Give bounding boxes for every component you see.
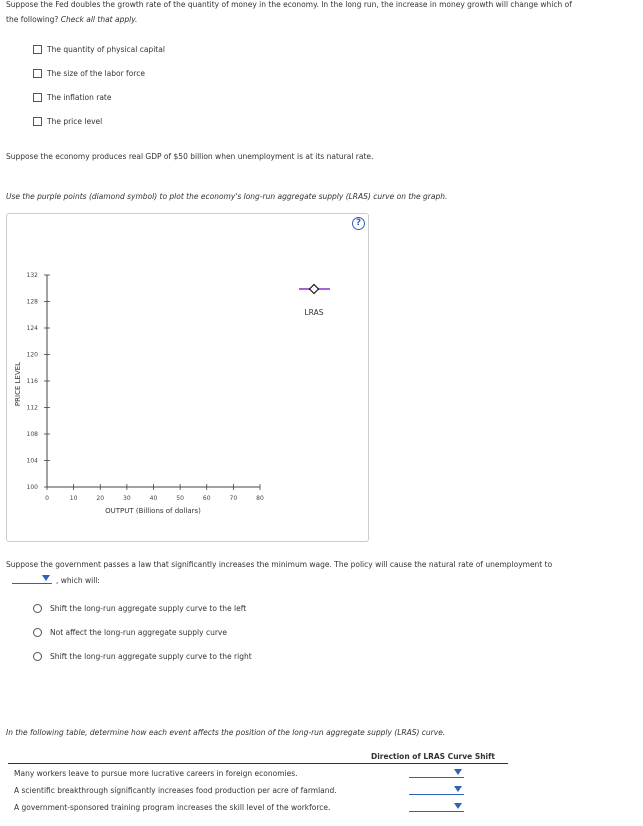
legend-diamond-marker-icon[interactable] (310, 285, 319, 294)
table-instruction: In the following table, determine how each event affects the position of the long-run aggregate supply (LRAS) curve. (6, 728, 446, 737)
x-tick-label: 50 (176, 495, 184, 502)
table-row: A government-sponsored training program increases the skill level of the workforce. (14, 803, 331, 812)
y-tick-label: 120 (26, 351, 38, 359)
q2-option-label: Shift the long-run aggregate supply curve to the right (50, 652, 252, 661)
x-tick-label: 30 (123, 495, 131, 502)
q2-option-label: Shift the long-run aggregate supply curve to the left (50, 604, 247, 613)
q1-option-label: The size of the labor force (47, 69, 145, 78)
chart-ticks (27, 272, 264, 502)
legend-label: LRAS (304, 308, 324, 317)
q2-option-label: Not affect the long-run aggregate supply curve (50, 628, 227, 637)
y-tick-label: 108 (26, 431, 38, 438)
q2-prompt: Suppose the government passes a law that significantly increases the minimum wage. The policy will cause the natural rate of unemployment to (6, 560, 553, 569)
q2-option-3[interactable] (33, 652, 252, 661)
q2-option-2[interactable] (33, 628, 227, 637)
x-tick-label: 60 (202, 495, 211, 502)
table-row-3-dropdown[interactable] (409, 802, 464, 812)
table-header-divider (8, 763, 508, 764)
table-row-1-dropdown[interactable] (409, 768, 464, 778)
q1-line2-italic: Check all that apply. (60, 15, 138, 24)
x-tick-label: 80 (256, 495, 264, 502)
q1-option-label: The quantity of physical capital (47, 45, 165, 54)
radio-button[interactable] (33, 604, 42, 613)
radio-button[interactable] (33, 628, 42, 637)
chevron-down-icon (454, 786, 462, 792)
y-tick-label: 132 (26, 272, 38, 279)
chevron-down-icon (454, 803, 462, 809)
y-tick-label: 112 (26, 404, 38, 412)
q2-option-1[interactable] (33, 604, 246, 613)
x-tick-label: 70 (229, 495, 238, 502)
radio-button[interactable] (33, 652, 42, 661)
q1-line1: Suppose the Fed doubles the growth rate of the quantity of money in the economy. In the long run, the increase in money growth will change which of (6, 0, 572, 9)
y-tick-label: 100 (26, 484, 38, 491)
y-tick-label: 124 (26, 325, 38, 332)
table-row: Many workers leave to pursue more lucrative careers in foreign economies. (14, 769, 298, 778)
table-row: A scientific breakthrough significantly increases food production per acre of farmland. (14, 786, 337, 795)
table-row-2-dropdown[interactable] (409, 785, 464, 795)
chart-legend (299, 285, 330, 318)
x-axis-label: OUTPUT (Billions of dollars) (105, 507, 201, 515)
chart-axes (47, 275, 260, 487)
help-icon[interactable]: ? (352, 217, 365, 230)
q2-suffix: , which will: (56, 576, 100, 585)
x-tick-label: 40 (149, 495, 158, 502)
chevron-down-icon (42, 575, 50, 581)
y-axis-label: PRICE LEVEL (14, 361, 22, 407)
y-tick-label: 104 (26, 457, 38, 465)
gdp-statement: Suppose the economy produces real GDP of $50 billion when unemployment is at its natural rate. (6, 152, 374, 161)
x-tick-label: 20 (96, 495, 105, 502)
q2-dropdown[interactable] (12, 574, 52, 584)
q1-option-label: The inflation rate (47, 93, 112, 102)
q1-line2-plain: the following? (6, 15, 59, 24)
y-tick-label: 128 (26, 298, 38, 306)
y-tick-label: 116 (26, 378, 38, 385)
x-tick-label: 0 (45, 495, 49, 502)
chevron-down-icon (454, 769, 462, 775)
graph-instruction: Use the purple points (diamond symbol) to plot the economy's long-run aggregate supply (LRAS) curve on the graph. (6, 192, 448, 201)
q1-option-label: The price level (47, 117, 103, 126)
x-tick-label: 10 (69, 495, 78, 502)
table-header: Direction of LRAS Curve Shift (371, 752, 495, 761)
